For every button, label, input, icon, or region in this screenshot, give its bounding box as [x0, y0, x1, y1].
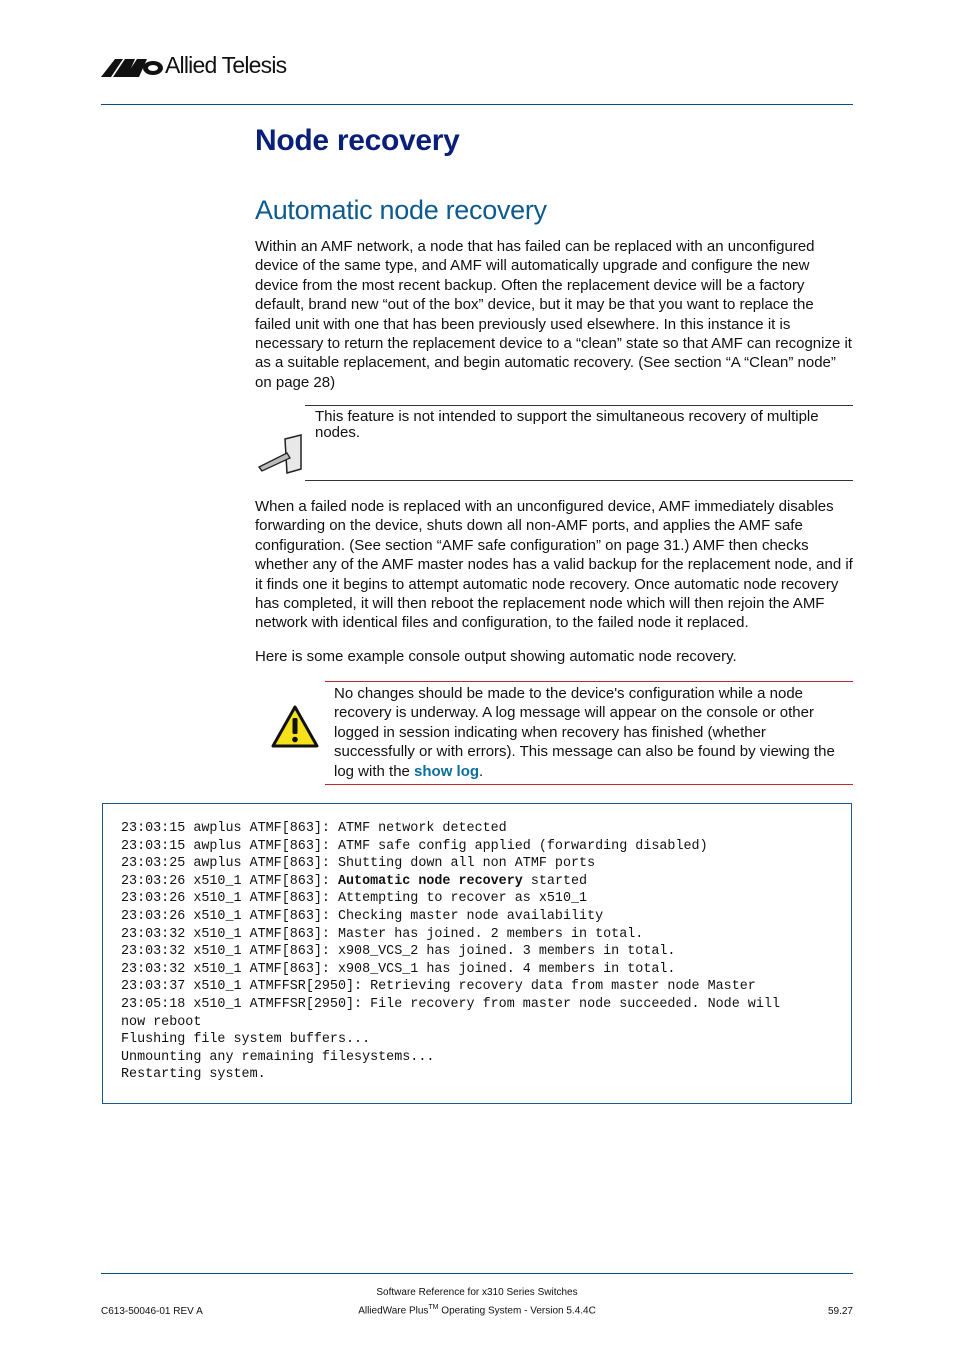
console-bold-text: Automatic node recovery — [337, 873, 523, 889]
allied-telesis-logo — [101, 52, 301, 80]
console-line: Unmounting any remaining filesystems... — [121, 1049, 435, 1065]
console-line: 23:03:15 awplus ATMF[863]: ATMF network detected — [121, 821, 507, 836]
footer-page-number: 59.27 — [827, 1306, 853, 1317]
logo-mark-icon — [101, 55, 165, 79]
console-line: 23:03:32 x510_1 ATMF[863]: x908_VCS_2 has joined. 3 members in total. — [121, 944, 676, 960]
console-line-tail: started — [522, 873, 588, 889]
body-paragraph: When a failed node is replaced with an unconfigured device, AMF immediately disables forwarding on the device, shuts down all non-AMF ports, and applies the AMF safe configuration. (See section “AMF safe configuration” on page 31.) AMF then checks whether any of the AMF master nodes has a valid backup for the replacement node, and if it finds one it begins to attempt automatic node recovery. Once automatic node recovery has completed, it will then reboot the replacement node which will then rejoin the AMF network with identical files and configuration, to the failed node it replaced. — [255, 498, 853, 632]
console-line: 23:03:26 x510_1 ATMF[863]: Checking master node availability — [121, 908, 604, 924]
console-line: 23:03:15 awplus ATMF[863]: ATMF safe config applied (forwarding disabled) — [121, 838, 708, 854]
console-line: Flushing file system buffers... — [121, 1032, 371, 1048]
console-line: 23:05:18 x510_1 ATMFFSR[2950]: File recovery from master node succeeded. Node will — [121, 996, 780, 1012]
footer-os-version-text: Operating System - Version 5.4.4C — [438, 1305, 596, 1317]
note-box — [305, 405, 853, 481]
console-line: 23:03:37 x510_1 ATMFFSR[2950]: Retrieving recovery data from master node Master — [121, 979, 756, 995]
header-rule — [101, 104, 853, 105]
console-line: now reboot — [121, 1014, 202, 1030]
console-line: 23:03:26 x510_1 ATMF[863]: Attempting to recover as x510_1 — [121, 891, 588, 907]
console-line: 23:03:26 x510_1 ATMF[863]: — [121, 873, 338, 889]
console-output-box — [102, 803, 852, 1104]
console-line: 23:03:25 awplus ATMF[863]: Shutting down all non ATMF ports — [121, 856, 596, 872]
footer-trademark: TM — [428, 1304, 439, 1311]
page-title: Node recovery — [255, 124, 460, 157]
console-line: Restarting system. — [121, 1067, 266, 1083]
console-output — [121, 820, 780, 1084]
logo-text: Allied Telesis — [165, 52, 287, 78]
footer-title: Software Reference for x310 Series Switches — [376, 1287, 578, 1298]
footer-os-name: AlliedWare Plus — [358, 1305, 429, 1317]
warning-text-end: . — [479, 762, 484, 780]
warning-box — [325, 681, 853, 785]
console-line: 23:03:32 x510_1 ATMF[863]: x908_VCS_1 has joined. 4 members in total. — [121, 961, 676, 977]
footer-rule — [101, 1273, 853, 1274]
warning-icon — [270, 704, 320, 750]
warning-text — [334, 684, 850, 781]
footer-doc-id: C613-50046-01 REV A — [101, 1306, 203, 1317]
note-text: This feature is not intended to support the simultaneous recovery of multiple nodes. — [315, 408, 819, 441]
show-log-command: show log — [414, 762, 480, 780]
footer-os-version — [0, 1304, 954, 1316]
console-intro-paragraph: Here is some example console output showing automatic node recovery. — [255, 648, 737, 665]
section-heading: Automatic node recovery — [255, 195, 547, 225]
intro-paragraph: Within an AMF network, a node that has failed can be replaced with an unconfigured device of the same type, and AMF will automatically upgrade and configure the new device from the most recent backup. Often the replacement device will be a factory default, brand new “out of the box” device, but it may be that you want to replace the failed unit with one that has been previously used elsewhere. In this instance it is necessary to return the replacement device to a “clean” state so that AMF can recognize it as a suitable replacement, and begin automatic recovery. (See section “A “Clean” node” on page 28) — [255, 238, 852, 391]
warning-text-main: No changes should be made to the device's configuration while a node recovery is underway. A log message will appear on the console or other logged in session indicating when recovery has finished (whether successfully or with errors). This message can also be found by viewing the log with the — [334, 685, 835, 780]
note-pen-icon — [257, 433, 305, 475]
console-line: 23:03:32 x510_1 ATMF[863]: Master has joined. 2 members in total. — [121, 926, 644, 942]
